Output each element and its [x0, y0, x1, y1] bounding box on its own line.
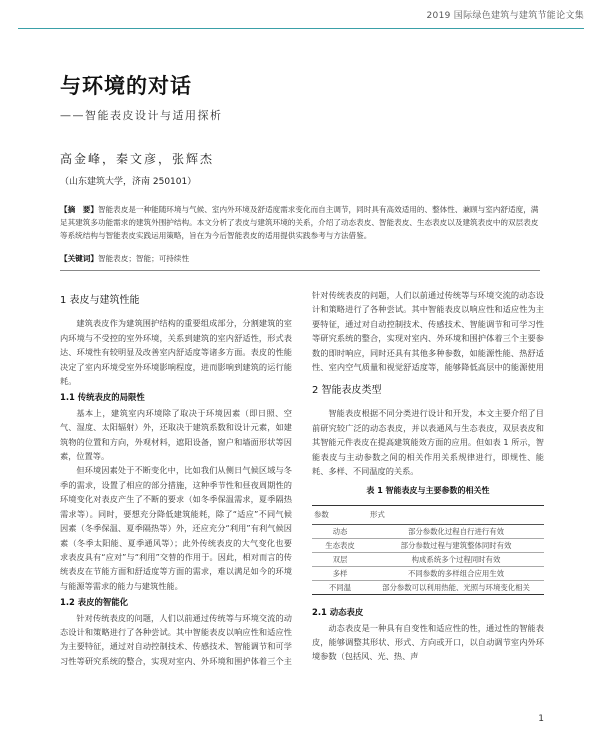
abstract: [60, 204, 540, 242]
table-cell: 双层: [312, 553, 368, 567]
section-1-1-paragraph-2: 但环境因素处于不断变化中，比如我们从侧日气候区域与冬季的需求，设置了相应的部分措施，这种季节性和昼夜周期性的环境变化对表皮产生了不断的要求（如冬季保温需求，夏季隔热需求等）。同时，要想充分降低建筑能耗，除了“适应”不同气候因素（冬季保温、夏季隔热等）外，还应充分“利用”有利气候因素（冬季太阳能、夏季通风等）；此外传统表皮的大气变化也要求表皮具有“应对”与“利用”交替的作用于。因此，相对而言的传统表皮在节能方面和舒适度等方面的需求，难以满足如今的环境与能源等需求的能力与建筑性能。: [60, 465, 292, 591]
affiliation: （山东建筑大学，济南 250101）: [60, 177, 197, 187]
header-bar: [0, 0, 600, 28]
section-1-1-heading: 1.1 传统表皮的局限性: [60, 392, 145, 403]
header-rule: [18, 28, 584, 29]
keywords: [60, 253, 540, 264]
table-cell: 构成系统多个过程同时有效: [368, 553, 544, 567]
table-cell: 部分参数化过程自行进行有效: [368, 525, 544, 539]
table-cell: 部分参数过程与建筑整体同时有效: [368, 539, 544, 553]
section-1-2-heading: 1.2 表皮的智能化: [60, 597, 129, 608]
paper-title: 与环境的对话: [60, 73, 192, 98]
table-cell: 不同参数的多样组合应用生效: [368, 567, 544, 581]
section-1-paragraph: 建筑表皮作为建筑围护结构的重要组成部分，分割建筑的室内环境与不受控的室外环境，关系到建筑的室内舒适性，形式表达、环境性有较明显及改善室内舒适度等诸多方面。表皮的性能决定了室内环境受室外环境影响程度，进而影响到建筑的运行能耗。: [60, 318, 292, 387]
table-caption: 表 1 智能表皮与主要参数的相关性: [366, 486, 490, 496]
correlation-table: [312, 505, 544, 595]
keywords-text: 智能表皮；智能；可持续性: [97, 254, 190, 263]
section-1-heading: 1 表皮与建筑性能: [60, 295, 140, 306]
table-header-param: 参数: [312, 505, 368, 524]
table-row: [312, 581, 544, 595]
table-row: [312, 525, 544, 539]
section-2-1-heading: 2.1 动态表皮: [312, 607, 364, 618]
table-cell: 动态: [312, 525, 368, 539]
table-header-form: 形式: [368, 505, 544, 524]
abstract-divider: [60, 270, 540, 271]
section-1-2-paragraph: 针对传统表皮的问题，人们以前通过传统等与环境交流的动态设计和策略进行了各种尝试。其中智能表皮以响应性和适应性为主要特征，通过对自动控制技术、传感技术、智能调节和可学习性等研究系统的整合，实现对室内、外环境和围护体着三个主: [60, 612, 292, 666]
running-header: 2019 国际绿色建筑与建筑节能论文集: [426, 11, 584, 21]
table-cell: 不同温: [312, 581, 368, 595]
section-2-paragraph: 智能表皮根据不同分类进行设计和开发，本文主要介绍了目前研究较广泛的动态表皮，并以表通风与生态表皮，双层表皮和其智能元件表皮在提高建筑能效方面的应用。但如表 1 所示，智能表皮与主动参数之间的相关作用关系规律进行，即规性、能耗、多样、不同温度的关系。: [312, 408, 544, 477]
table-cell: 生态表皮: [312, 539, 368, 553]
table-cell: 部分参数可以利用热能、光照与环境变化相关: [368, 581, 544, 595]
section-2-heading: 2 智能表皮类型: [312, 385, 382, 396]
table-row: [312, 567, 544, 581]
authors: 高金峰，秦文彦，张辉杰: [60, 152, 215, 166]
table-row: [312, 553, 544, 567]
section-1-1-paragraph-1: 基本上，建筑室内环境除了取决于环境因素（即日照、空气、湿度、太阳辐射）外，还取决于建筑系数和设计元素，如建筑物的位置和方向，外观材料，遮阳设备，窗户和墙面形状等因素，位置等。: [60, 407, 292, 462]
left-column: [60, 288, 292, 669]
page-number: 1: [538, 714, 544, 724]
section-2-1-paragraph: 动态表皮是一种具有自变性和适应性的性，通过性的智能表皮，能够调整其形状、形式、方向或开口，以自动调节室内外环境参数（包括风、光、热、声: [312, 622, 544, 662]
continued-text: [312, 288, 544, 374]
abstract-text: 智能表皮是一种能随环境与气候、室内外环境及舒适度需求变化而自主调节，同时具有高效适用的、整体性、兼顾与室内舒适度，满足其建筑多功能需求的建筑外围护结构。本文分析了表皮与建筑环境的关系，介绍了动态表皮、智能表皮、生态表皮以及建筑表皮中的双层表皮等系统结构与智能表皮实践运用策略，旨在为今后智能表皮的适用提供实践参考与方法借鉴。: [60, 205, 539, 240]
paper-subtitle: ——智能表皮设计与适用探析: [60, 109, 223, 122]
section-1-2-continued: 针对传统表皮的问题，人们以前通过传统等与环境交流的动态设计和策略进行了各种尝试。其中智能表皮以响应性和适应性为主要特征，通过对自动控制技术、传感技术、智能调节和可学习性等研究系统的整合，实现对室内、外环境和围护体着三个主要参数的即时响应，同时还具有其他多种参数，如能源性能、热舒适性、室内空气质量和视觉舒适度等，能够降低高层中的能源使用: [312, 290, 544, 373]
keywords-label: 【关键词】: [60, 254, 98, 263]
table-cell: 多样: [312, 567, 368, 581]
table-row: [312, 539, 544, 553]
abstract-label: 【摘 要】: [60, 205, 98, 214]
right-column: [312, 288, 544, 664]
